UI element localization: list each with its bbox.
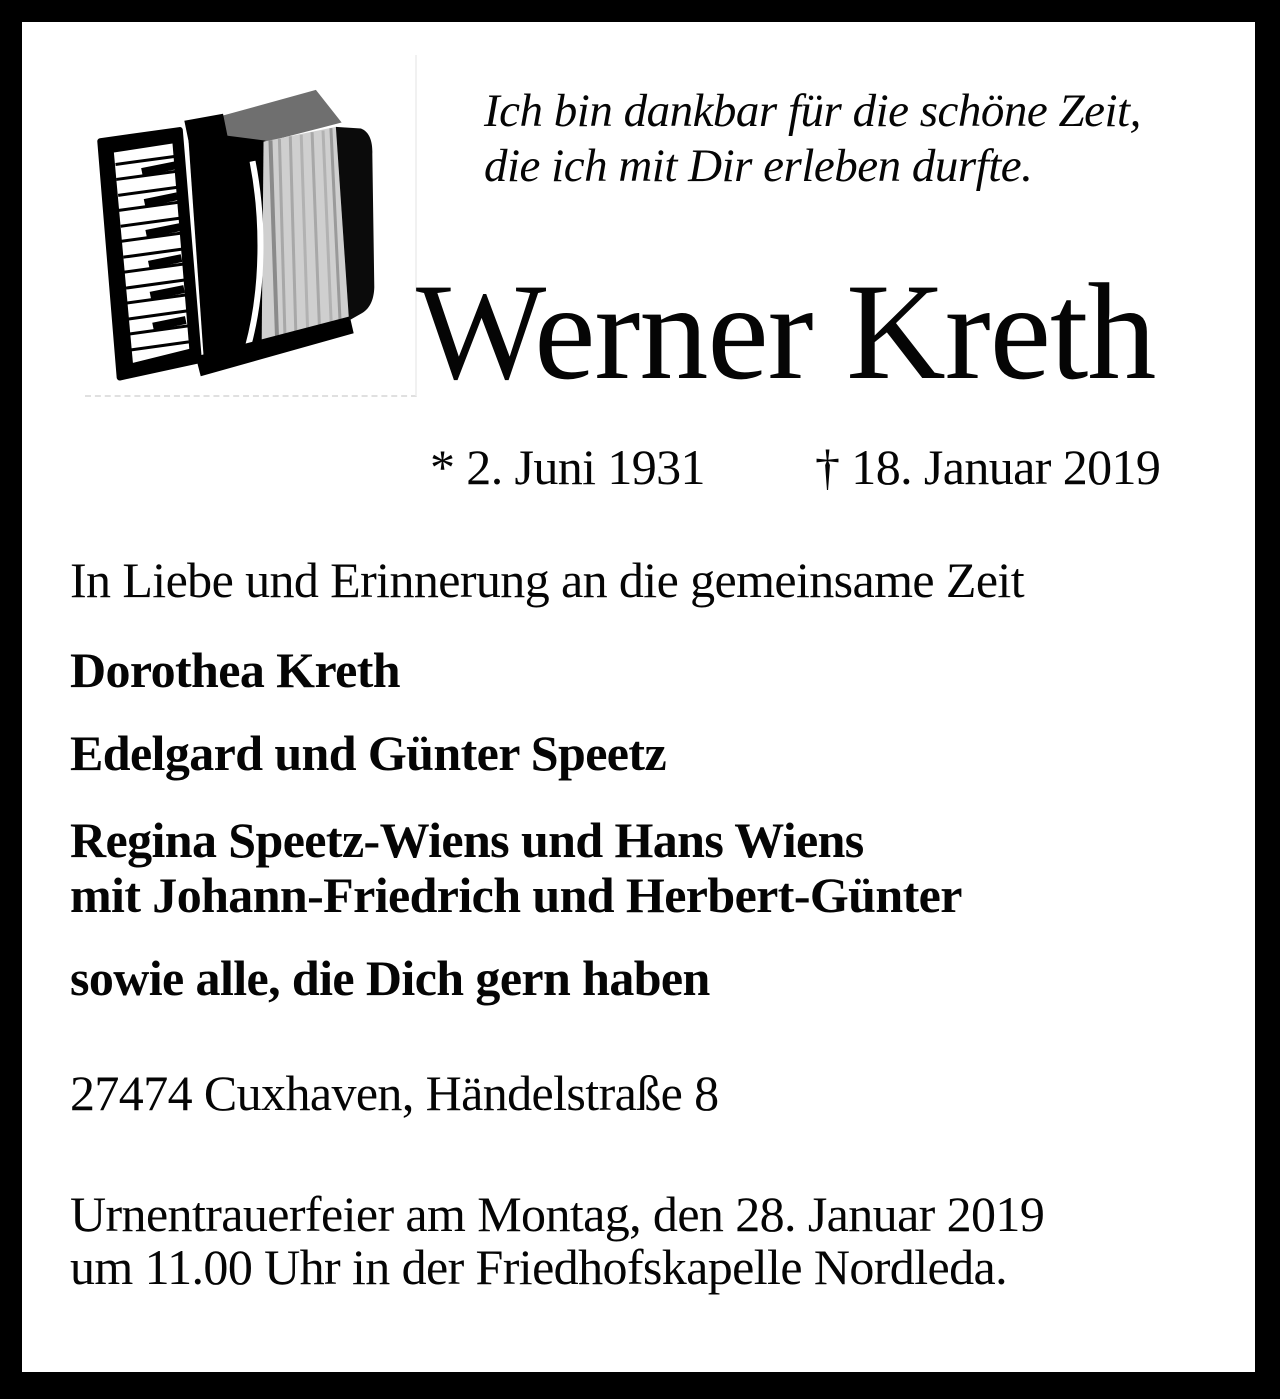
mourner-entry-line2: mit Johann-Friedrich und Herbert-Günter bbox=[70, 867, 962, 923]
intro-line: In Liebe und Erinnerung an die gemeinsame Zeit bbox=[70, 552, 1024, 608]
death-date: † 18. Januar 2019 bbox=[815, 439, 1161, 495]
deceased-name: Werner Kreth bbox=[416, 255, 1156, 408]
ceremony-line2: um 11.00 Uhr in der Friedhofskapelle Nordleda. bbox=[70, 1239, 1007, 1295]
life-dates-row bbox=[22, 439, 1255, 502]
birth-date: * 2. Juni 1931 bbox=[430, 439, 705, 495]
mourner-entry bbox=[70, 813, 962, 923]
address-line: 27474 Cuxhaven, Händelstraße 8 bbox=[70, 1065, 719, 1121]
ceremony-info bbox=[70, 1188, 1044, 1294]
epitaph-quote bbox=[484, 84, 1141, 194]
ceremony-line1: Urnentrauerfeier am Montag, den 28. Januar 2019 bbox=[70, 1186, 1045, 1242]
mourner-entry: Edelgard und Günter Speetz bbox=[70, 725, 667, 781]
mourner-entry-line1: Regina Speetz-Wiens und Hans Wiens bbox=[70, 812, 864, 868]
obituary-paper bbox=[22, 22, 1255, 1372]
epitaph-quote-line1: Ich bin dankbar für die schöne Zeit, bbox=[484, 85, 1141, 137]
mourner-entry: Dorothea Kreth bbox=[70, 642, 400, 698]
accordion-icon bbox=[85, 55, 415, 395]
mourner-entry: sowie alle, die Dich gern haben bbox=[70, 950, 710, 1006]
epitaph-quote-line2: die ich mit Dir erleben durfte. bbox=[484, 140, 1033, 192]
accordion-image bbox=[85, 55, 417, 397]
